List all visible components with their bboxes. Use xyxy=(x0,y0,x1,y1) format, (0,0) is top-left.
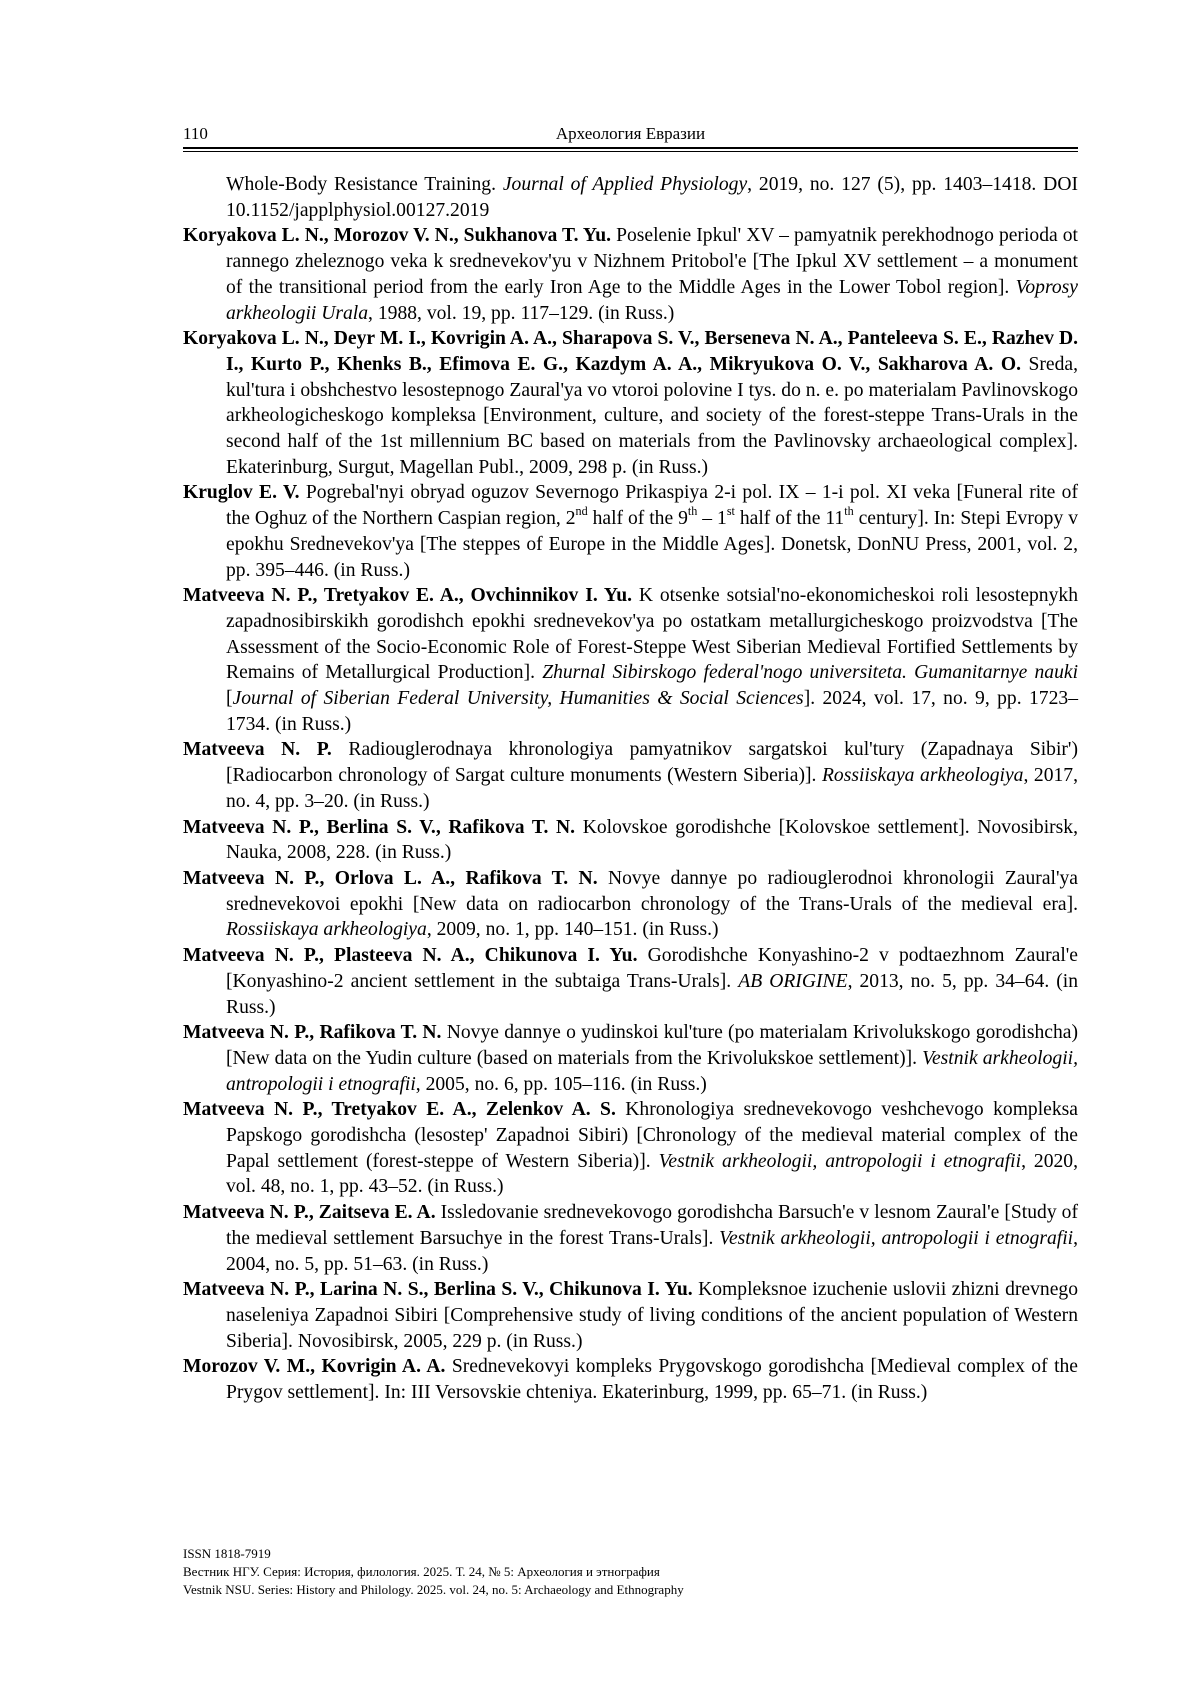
reference-item: Koryakova L. N., Deyr M. I., Kovrigin A. A., Sharapova S. V., Berseneva N. A., Panteleeva S. E., Razhev D. I., Kurto P., Khenks B., Efimova E. G., Kazdym A. A., Mikryukova O. V., Sakharova A. O. Sreda, kul'tura i obshchestvo lesostepnogo Zaural'ya vo vtoroi polovine I tys. do n. e. po materialam Pavlinovskogo arkheologicheskogo kompleksa [Environment, culture, and society of the forest-steppe Trans-Urals in the second half of the 1st millennium BC based on materials from the Pavlinovsky archaeological complex]. Ekaterinburg, Surgut, Magellan Publ., 2009, 298 p. (in Russ.) xyxy=(183,326,1078,480)
reference-item: Morozov V. M., Kovrigin A. A. Srednevekovyi kompleks Prygovskogo gorodishcha [Medieval complex of the Prygov settlement]. In: III Versovskie chteniya. Ekaterinburg, 1999, pp. 65–71. (in Russ.) xyxy=(183,1354,1078,1405)
page-footer xyxy=(183,1545,1078,1599)
reference-authors: Matveeva N. P., Larina N. S., Berlina S. V., Chikunova I. Yu. xyxy=(183,1279,693,1300)
page-number: 110 xyxy=(183,124,208,144)
reference-item: Matveeva N. P., Larina N. S., Berlina S. V., Chikunova I. Yu. Kompleksnoe izuchenie uslovii zhizni drevnego naseleniya Zapadnoi Sibiri [Comprehensive study of living conditions of the ancient population of Western Siberia]. Novosibirsk, 2005, 229 p. (in Russ.) xyxy=(183,1277,1078,1354)
reference-item: Koryakova L. N., Morozov V. N., Sukhanova T. Yu. Poselenie Ipkul' XV – pamyatnik perekhodnogo perioda ot rannego zheleznogo veka k srednevekov'yu v Nizhnem Pritobol'e [The Ipkul XV settlement – a monument of the transitional period from the early Iron Age to the Middle Ages in the Lower Tobol region]. Voprosy arkheologii Urala, 1988, vol. 19, pp. 117–129. (in Russ.) xyxy=(183,223,1078,326)
reference-authors: Matveeva N. P., Plasteeva N. A., Chikunova I. Yu. xyxy=(183,945,637,966)
reference-authors: Matveeva N. P., Tretyakov E. A., Zelenkov A. S. xyxy=(183,1099,616,1120)
reference-item: Matveeva N. P., Orlova L. A., Rafikova T. N. Novye dannye po radiouglerodnoi khronologii Zaural'ya srednevekovoi epokhi [New data on radiocarbon chronology of the Trans-Urals of the medieval era]. Rossiiskaya arkheologiya, 2009, no. 1, pp. 140–151. (in Russ.) xyxy=(183,866,1078,943)
reference-item: Matveeva N. P., Rafikova T. N. Novye dannye o yudinskoi kul'ture (po materialam Krivolukskogo gorodishcha) [New data on the Yudin culture (based on materials from the Krivolukskoe settlement)]. Vestnik arkheologii, antropologii i etnografii, 2005, no. 6, pp. 105–116. (in Russ.) xyxy=(183,1020,1078,1097)
journal-page xyxy=(0,0,1200,1696)
header-rule xyxy=(183,147,1078,149)
reference-authors: Koryakova L. N., Morozov V. N., Sukhanova T. Yu. xyxy=(183,225,611,246)
reference-authors: Matveeva N. P., Zaitseva E. A. xyxy=(183,1202,436,1223)
reference-item: Matveeva N. P. Radiouglerodnaya khronologiya pamyatnikov sargatskoi kul'tury (Zapadnaya Sibir') [Radiocarbon chronology of Sargat culture monuments (Western Siberia)]. Rossiiskaya arkheologiya, 2017, no. 4, pp. 3–20. (in Russ.) xyxy=(183,737,1078,814)
reference-item: Whole-Body Resistance Training. Journal of Applied Physiology, 2019, no. 127 (5), pp. 1403–1418. DOI 10.1152/japplphysiol.00127.2019 xyxy=(183,172,1078,223)
footer-journal-en: Vestnik NSU. Series: History and Philology. 2025. vol. 24, no. 5: Archaeology and Ethnography xyxy=(183,1581,1078,1599)
reference-list xyxy=(183,172,1078,1406)
reference-item: Kruglov E. V. Pogrebal'nyi obryad oguzov Severnogo Prikaspiya 2-i pol. IX – 1-i pol. XI veka [Funeral rite of the Oghuz of the Northern Caspian region, 2nd half of the 9th – 1st half of the 11th century]. In: Stepi Evropy v epokhu Srednevekov'ya [The steppes of Europe in the Middle Ages]. Donetsk, DonNU Press, 2001, vol. 2, pp. 395–446. (in Russ.) xyxy=(183,480,1078,583)
reference-item: Matveeva N. P., Tretyakov E. A., Zelenkov A. S. Khronologiya srednevekovogo veshchevogo kompleksa Papskogo gorodishcha (lesostep' Zapadnoi Sibiri) [Chronology of the medieval material complex of the Papal settlement (forest-steppe of Western Siberia)]. Vestnik arkheologii, antropologii i etnografii, 2020, vol. 48, no. 1, pp. 43–52. (in Russ.) xyxy=(183,1097,1078,1200)
reference-authors: Matveeva N. P., Tretyakov E. A., Ovchinnikov I. Yu. xyxy=(183,585,632,606)
reference-authors: Matveeva N. P., Berlina S. V., Rafikova T. N. xyxy=(183,817,575,838)
reference-item: Matveeva N. P., Zaitseva E. A. Issledovanie srednevekovogo gorodishcha Barsuch'e v lesnom Zaural'e [Study of the medieval settlement Barsuchye in the forest Trans-Urals]. Vestnik arkheologii, antropologii i etnografii, 2004, no. 5, pp. 51–63. (in Russ.) xyxy=(183,1200,1078,1277)
footer-journal-ru: Вестник НГУ. Серия: История, филология. 2025. Т. 24, № 5: Археология и этнография xyxy=(183,1563,1078,1581)
reference-item: Matveeva N. P., Plasteeva N. A., Chikunova I. Yu. Gorodishche Konyashino-2 v podtaezhnom Zaural'e [Konyashino-2 ancient settlement in the subtaiga Trans-Urals]. AB ORIGINE, 2013, no. 5, pp. 34–64. (in Russ.) xyxy=(183,943,1078,1020)
reference-authors: Matveeva N. P., Rafikova T. N. xyxy=(183,1022,441,1043)
reference-item: Matveeva N. P., Berlina S. V., Rafikova T. N. Kolovskoe gorodishche [Kolovskoe settlement]. Novosibirsk, Nauka, 2008, 228. (in Russ.) xyxy=(183,815,1078,866)
footer-issn: ISSN 1818-7919 xyxy=(183,1545,1078,1563)
reference-authors: Matveeva N. P., Orlova L. A., Rafikova T. N. xyxy=(183,868,598,889)
reference-item: Matveeva N. P., Tretyakov E. A., Ovchinnikov I. Yu. K otsenke sotsial'no-ekonomicheskoi roli lesostepnykh zapadnosibirskikh gorodishch epokhi srednevekov'ya po ostatkam metallurgicheskogo proizvodstva [The Assessment of the Socio-Economic Role of Forest-Steppe West Siberian Medieval Fortified Settlements by Remains of Metallurgical Production]. Zhurnal Sibirskogo federal'nogo universiteta. Gumanitarnye nauki [Journal of Siberian Federal University, Humanities & Social Sciences]. 2024, vol. 17, no. 9, pp. 1723–1734. (in Russ.) xyxy=(183,583,1078,737)
reference-authors: Kruglov E. V. xyxy=(183,482,299,503)
reference-authors: Matveeva N. P. xyxy=(183,739,332,760)
section-title: Археология Евразии xyxy=(183,124,1078,144)
header-rule-thin xyxy=(183,151,1078,152)
reference-authors: Koryakova L. N., Deyr M. I., Kovrigin A. A., Sharapova S. V., Berseneva N. A., Panteleeva S. E., Razhev D. I., Kurto P., Khenks B., Efimova E. G., Kazdym A. A., Mikryukova O. V., Sakharova A. O. xyxy=(183,328,1078,375)
reference-authors: Morozov V. M., Kovrigin A. A. xyxy=(183,1356,445,1377)
